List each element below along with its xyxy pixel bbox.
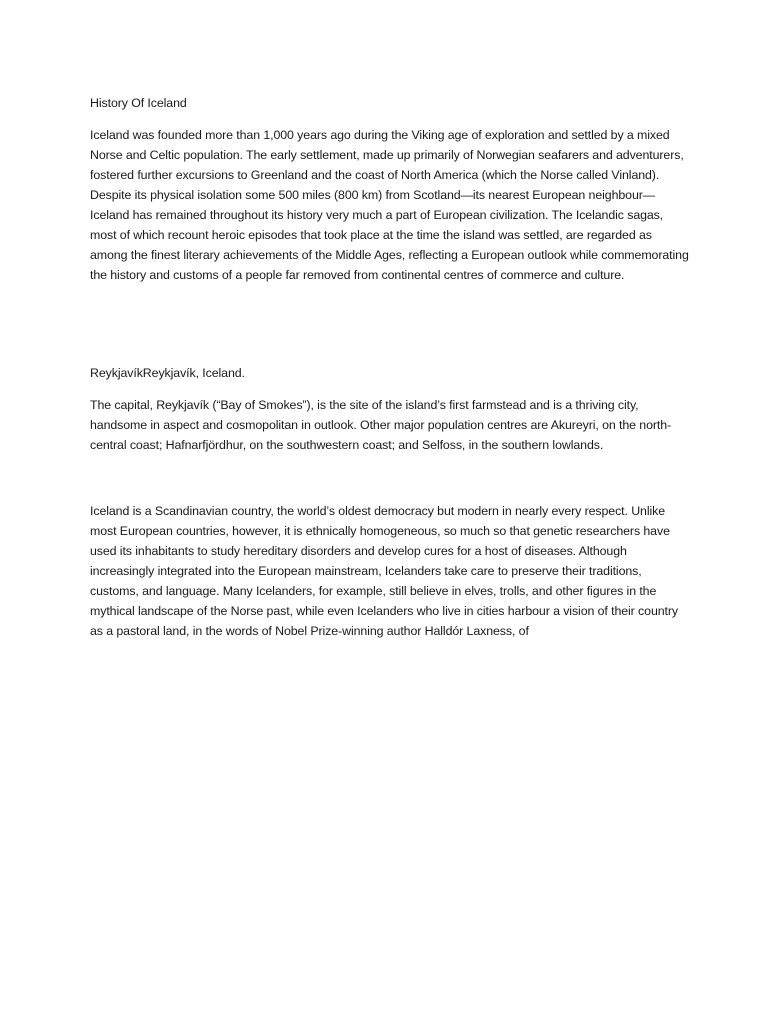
- paragraph-capital: The capital, Reykjavík (“Bay of Smokes”), is the site of the island’s first farmstead and is a thriving city, handsome in aspect and cosmopolitan in outlook. Other major population centres are Akureyri, on the north-central coast; Hafnarfjördhur, on the southwestern coast; and Selfoss, in the southern lowlands.: [90, 398, 672, 452]
- image-caption: ReykjavíkReykjavík, Iceland.: [90, 366, 245, 380]
- document-title: History Of Iceland: [90, 96, 187, 110]
- document-body: [90, 93, 690, 641]
- paragraph-history: Iceland was founded more than 1,000 years ago during the Viking age of exploration and settled by a mixed Norse and Celtic population. The early settlement, made up primarily of Norwegian seafarers and adventurers, fostered further excursions to Greenland and the coast of North America (which the Norse called Vinland). Despite its physical isolation some 500 miles (800 km) from Scotland—its nearest European neighbour—Iceland has remained throughout its history very much a part of European civilization. The Icelandic sagas, most of which recount heroic episodes that took place at the time the island was settled, are regarded as among the finest literary achievements of the Middle Ages, reflecting a European outlook while commemorating the history and customs of a people far removed from continental centres of commerce and culture.: [90, 128, 689, 282]
- paragraph-country: Iceland is a Scandinavian country, the world’s oldest democracy but modern in nearly every respect. Unlike most European countries, however, it is ethnically homogeneous, so much so that genetic researchers have used its inhabitants to study hereditary disorders and develop cures for a host of diseases. Although increasingly integrated into the European mainstream, Icelanders take care to preserve their traditions, customs, and language. Many Icelanders, for example, still believe in elves, trolls, and other figures in the mythical landscape of the Norse past, while even Icelanders who live in cities harbour a vision of their country as a pastoral land, in the words of Nobel Prize-winning author Halldór Laxness, of: [90, 504, 678, 638]
